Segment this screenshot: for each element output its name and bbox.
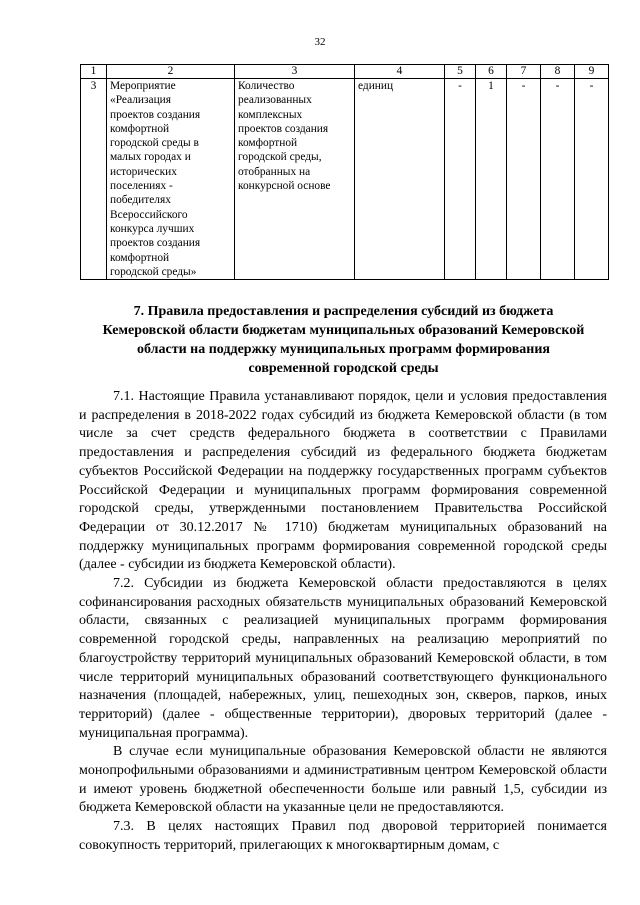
table-header-cell: 5 <box>445 65 476 79</box>
indicators-table <box>80 64 609 280</box>
table-header-cell: 1 <box>81 65 107 79</box>
table-header-cell: 2 <box>107 65 235 79</box>
paragraph: 7.1. Настоящие Правила устанавливают порядок, цели и условия предоставления и распределения в 2018-2022 годах субсидий из бюджета Кемеровской области (в том числе за счет средств федерального бюджета в соответствии с Правилами предоставления и распределения субсидий из федерального бюджета бюджетам субъектов Российской Федерации на поддержку государственных программ субъектов Российской Федерации и муниципальных программ формирования современной городской среды, утвержденными постановлением Правительства Российской Федерации от 30.12.2017 № 1710) бюджетам муниципальных образований на поддержку муниципальных программ формирования современной городской среды (далее - субсидии из бюджета Кемеровской области). <box>79 389 607 573</box>
table-header-cell: 6 <box>476 65 507 79</box>
table-header-row <box>81 65 609 79</box>
activity-cell: Мероприятие «Реализация проектов создания комфортной городской среды в малых городах и исторических поселениях - победителях Всероссийского конкурса лучших проектов создания комфортной городской среды» <box>107 79 235 280</box>
value-cell: - <box>507 79 541 280</box>
paragraph: В случае если муниципальные образования Кемеровской области не являются монопрофильными образованиями и административным центром Кемеровской области и имеют уровень бюджетной обеспеченности больше или равный 1,5, субсидии из бюджета Кемеровской области на указанные цели не предоставляются. <box>79 744 607 816</box>
body-text <box>79 388 607 856</box>
table-row <box>81 79 609 280</box>
table-header-cell: 3 <box>235 65 355 79</box>
section-title: 7. Правила предоставления и распределения субсидий из бюджета Кемеровской области бюджетам муниципальных образований Кемеровской области на поддержку муниципальных программ формирования современной городской среды <box>102 304 585 376</box>
paragraph: 7.2. Субсидии из бюджета Кемеровской области предоставляются в целях софинансирования расходных обязательств муниципальных образований Кемеровской области, связанных с реализацией муниципальных программ формирования современной городской среды, направленных на реализацию мероприятий по благоустройству территорий муниципальных образований Кемеровской области, в том числе территорий муниципальных образований соответствующего функционального назначения (площадей, набережных, улиц, пешеходных зон, скверов, парков, иных территорий) (далее - общественные территории), дворовых территорий (далее - муниципальная программа). <box>79 576 607 741</box>
value-cell: - <box>445 79 476 280</box>
value-cell: - <box>541 79 575 280</box>
value-cell: - <box>575 79 609 280</box>
unit-cell: единиц <box>355 79 445 280</box>
page-number: 32 <box>314 36 326 48</box>
table-header-cell: 8 <box>541 65 575 79</box>
paragraph: 7.3. В целях настоящих Правил под дворовой территорией понимается совокупность территорий, прилегающих к многоквартирным домам, с <box>79 819 607 853</box>
value-cell: 1 <box>476 79 507 280</box>
table-header-cell: 7 <box>507 65 541 79</box>
table-header-cell: 4 <box>355 65 445 79</box>
row-number-cell: 3 <box>81 79 107 280</box>
indicator-cell: Количество реализованных комплексных проектов создания комфортной городской среды, отобранных на конкурсной основе <box>235 79 355 280</box>
table-header-cell: 9 <box>575 65 609 79</box>
